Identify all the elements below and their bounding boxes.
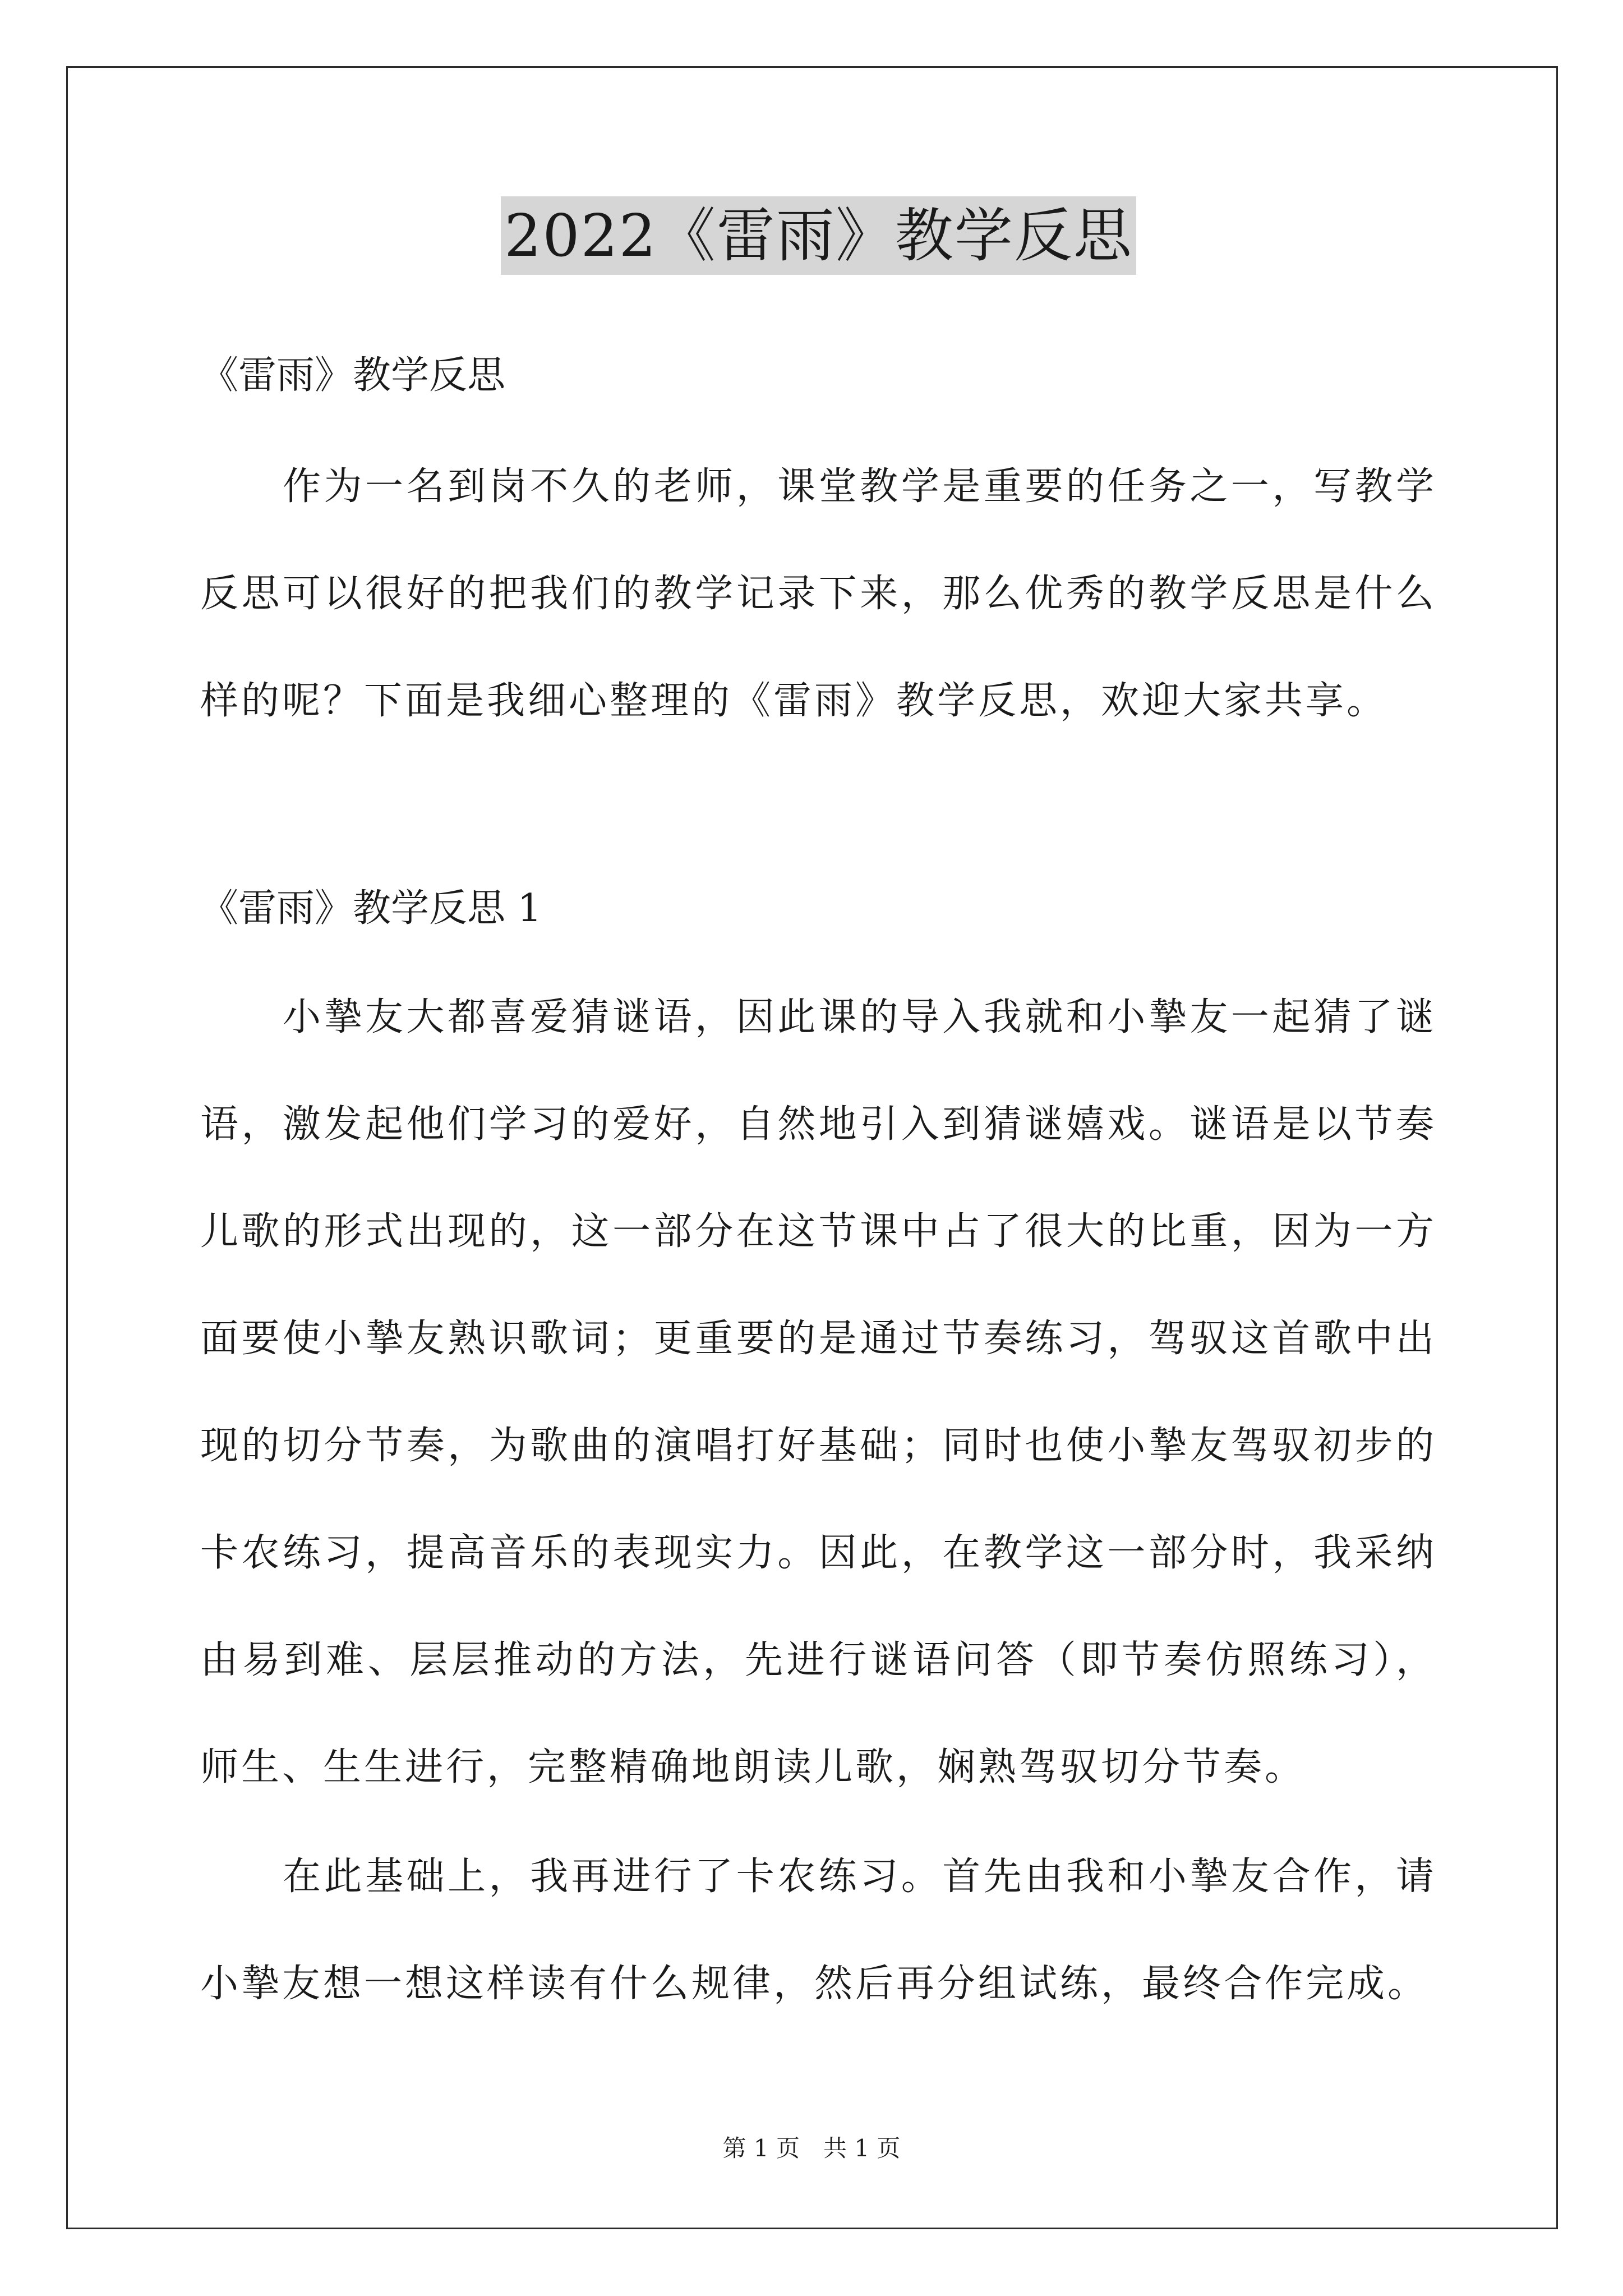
page-footer: 第 1 页 共 1 页 [722,2134,901,2162]
section-paragraph-1: 小摯友大都喜爱猜谜语，因此课的导入我就和小摯友一起猜了谜语，激发起他们学习的爱好，自然地引入到猜谜嬉戏。谜语是以节奏儿歌的形式出现的，这一部分在这节课中占了很大的比重，因为一方面要使小摯友熟识歌词；更重要的是通过节奏练习，驾驭这首歌中出现的切分节奏，为歌曲的演唱打好基础；同时也使小摯友驾驭初步的卡农练习，提高音乐的表现实力。因此，在教学这一部分时，我采纳由易到难、层层推动的方法，先进行谜语问答（即节奏仿照练习），师生、生生进行，完整精确地朗读儿歌，娴熟驾驭切分节奏。 [200,995,1437,1789]
intro-paragraph: 作为一名到岗不久的老师，课堂教学是重要的任务之一，写教学反思可以很好的把我们的教学记录下来，那么优秀的教学反思是什么样的呢？下面是我细心整理的《雷雨》教学反思，欢迎大家共享。 [200,464,1437,723]
document-subtitle: 《雷雨》教学反思 [200,353,506,398]
section-paragraph-2: 在此基础上，我再进行了卡农练习。首先由我和小摯友合作，请小摯友想一想这样读有什么规律，然后再分组试练，最终合作完成。 [200,1855,1437,2006]
title-wrapper [200,196,1437,275]
section-heading: 《雷雨》教学反思 1 [200,886,542,931]
document-title: 2022《雷雨》教学反思 [501,196,1136,275]
